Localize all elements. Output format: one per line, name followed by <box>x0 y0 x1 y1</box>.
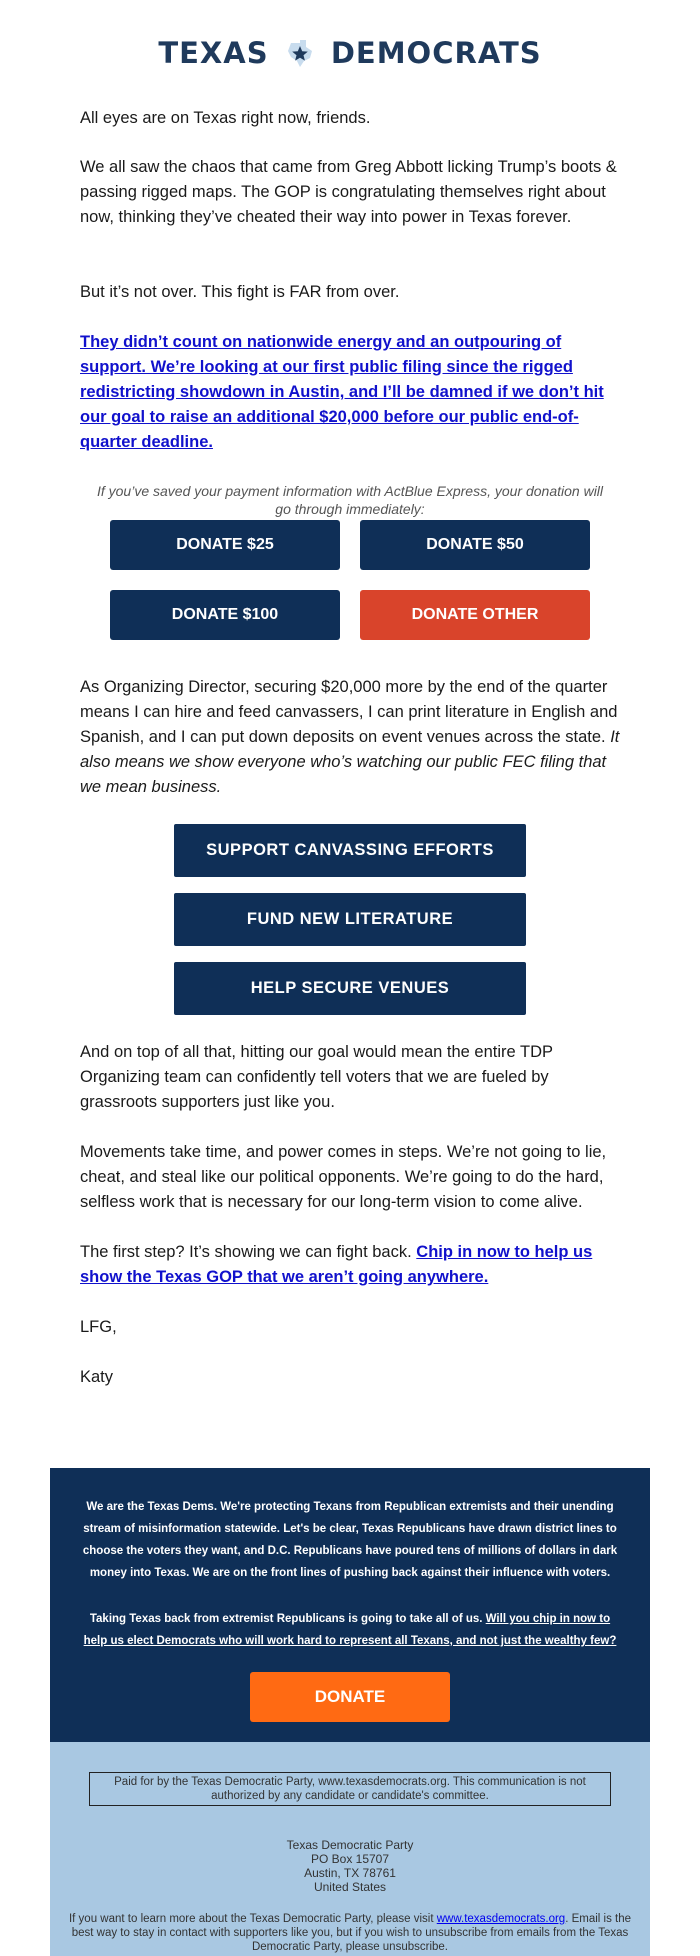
body-paragraph-1: All eyes are on Texas right now, friends. <box>80 109 371 127</box>
footer-donate-button[interactable]: DONATE <box>250 1672 450 1722</box>
texas-democrats-logo[interactable] <box>0 36 700 70</box>
signoff: LFG, <box>80 1318 117 1336</box>
address-line-4: United States <box>313 1880 387 1894</box>
donate-50-button[interactable]: DONATE $50 <box>360 520 590 570</box>
body-paragraph-3: But it’s not over. This fight is FAR from over. <box>80 283 400 301</box>
fec-filing-italic: It also means we show everyone who’s watching our public FEC filing that we mean business. <box>80 728 620 796</box>
body-paragraph-5 <box>80 675 620 800</box>
footer-about-text: We are the Texas Dems. We're protecting Texans from Republican extremists and their unending stream of misinformation statewide. Let's be clear, Texas Republicans have drawn district lines to choose the voters they want, and D.C. Republicans have poured tens of millions of dollars in dark money into Texas. We are on the front lines of pushing back against their influence with voters. <box>82 1501 618 1579</box>
support-canvassing-button[interactable]: SUPPORT CANVASSING EFFORTS <box>174 824 526 877</box>
donate-100-button[interactable]: DONATE $100 <box>110 590 340 640</box>
footer-legal-section <box>50 1742 650 1956</box>
footer-cta-link[interactable]: Will you chip in now to help us elect Democrats who will work hard to represent all Texans, and not just the wealthy few? <box>83 1613 617 1647</box>
body-paragraph-7: Movements take time, and power comes in steps. We’re not going to lie, cheat, and steal like our political opponents. We’re going to do the hard, selfless work that is necessary for our long-term vision to come alive. <box>80 1143 607 1211</box>
unsub-suffix: . Email is the best way to stay in contact with supporters like you, but if you wish to unsubscribe from emails from the Texas Democratic Party, please unsubscribe. <box>71 1913 632 1953</box>
logo-text-democrats: DEMOCRATS <box>330 36 542 70</box>
mailing-address <box>50 1838 650 1894</box>
chip-in-link[interactable]: Chip in now to help us show the Texas GOP that we aren’t going anywhere. <box>80 1243 593 1286</box>
logo-text-texas: TEXAS <box>158 36 269 70</box>
signature: Katy <box>80 1368 114 1386</box>
body-paragraph-6: And on top of all that, hitting our goal would mean the entire TDP Organizing team can confidently tell voters that we are fueled by grassroots supporters just like you. <box>80 1043 553 1111</box>
address-line-1: Texas Democratic Party <box>286 1838 414 1852</box>
paid-for-disclaimer: Paid for by the Texas Democratic Party, www.texasdemocrats.org. This communication is not authorized by any candidate or candidate's committee. <box>89 1772 611 1806</box>
address-line-2: PO Box 15707 <box>310 1852 390 1866</box>
address-line-3: Austin, TX 78761 <box>304 1866 396 1880</box>
fund-literature-button[interactable]: FUND NEW LITERATURE <box>174 893 526 946</box>
footer-about-section <box>50 1468 650 1742</box>
donate-other-button[interactable]: DONATE OTHER <box>360 590 590 640</box>
texas-star-icon <box>284 37 316 69</box>
body-paragraph-8 <box>80 1240 620 1290</box>
actblue-note: If you’ve saved your payment information with ActBlue Express, your donation will go through immediately: <box>96 483 604 517</box>
first-step-text: The first step? It’s showing we can fight back. <box>80 1243 412 1261</box>
footer-cta <box>80 1608 620 1652</box>
goal-link[interactable]: They didn’t count on nationwide energy and an outpouring of support. We’re looking at our first public filing since the rigged redistricting showdown in Austin, and I’ll be damned if we don’t hit our goal to raise an additional $20,000 before our public end-of-quarter deadline. <box>80 333 604 451</box>
organizing-director-text: As Organizing Director, securing $20,000 more by the end of the quarter means I can hire and feed canvassers, I can print literature in English and Spanish, and I can put down deposits on event venues across the state. <box>80 678 618 746</box>
website-link[interactable]: www.texasdemocrats.org <box>436 1913 566 1925</box>
secure-venues-button[interactable]: HELP SECURE VENUES <box>174 962 526 1015</box>
unsub-prefix: If you want to learn more about the Texas Democratic Party, please visit <box>68 1913 434 1925</box>
body-paragraph-2: We all saw the chaos that came from Greg Abbott licking Trump’s boots & passing rigged maps. The GOP is congratulating themselves right about now, thinking they’ve cheated their way into power in Texas forever. <box>80 158 617 226</box>
unsubscribe-notice <box>64 1912 636 1954</box>
footer-cta-text: Taking Texas back from extremist Republicans is going to take all of us. <box>89 1613 483 1625</box>
donate-25-button[interactable]: DONATE $25 <box>110 520 340 570</box>
